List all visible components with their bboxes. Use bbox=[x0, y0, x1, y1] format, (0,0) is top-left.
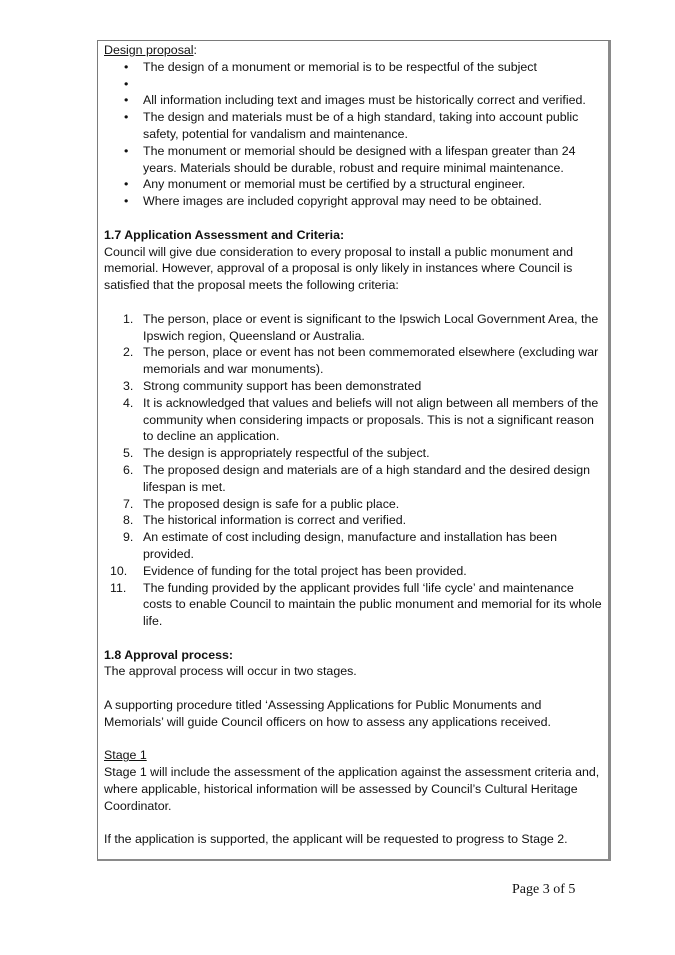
list-item: 6. The proposed design and materials are of a high standard and the desired design lifespan is met. bbox=[123, 462, 591, 494]
bullet-icon: • bbox=[124, 194, 129, 209]
stage-2-progress-text: If the application is supported, the applicant will be requested to progress to Stage 2. bbox=[104, 832, 568, 847]
bullet-icon: • bbox=[124, 110, 129, 125]
stage-1-heading: Stage 1 bbox=[104, 748, 147, 763]
bullet-icon: • bbox=[124, 59, 129, 74]
list-item: 7. The proposed design is safe for a public place. bbox=[123, 496, 400, 511]
stage-1-text: Stage 1 will include the assessment of the application against the assessment criteria and, where applicable, historical information will be assessed by Council’s Cultural Heritage Coordinator. bbox=[104, 765, 600, 813]
document-content-box bbox=[97, 40, 611, 861]
list-item: 3. Strong community support has been demonstrated bbox=[123, 378, 422, 393]
list-item: • Where images are included copyright approval may need to be obtained. bbox=[124, 194, 542, 209]
supporting-procedure-text: A supporting procedure titled ‘Assessing Applications for Public Monuments and Memorials’ will guide Council officers on how to assess any applications received. bbox=[104, 698, 551, 729]
criteria-list bbox=[104, 311, 604, 630]
list-item: 8. The historical information is correct and verified. bbox=[123, 513, 407, 528]
section-1-7-intro: Council will give due consideration to every proposal to install a public monument and memorial. However, approval of a proposal is only likely in instances where Council is satisfied that the proposal meets the following criteria: bbox=[104, 244, 574, 293]
list-item: 5. The design is appropriately respectful of the subject. bbox=[123, 446, 430, 461]
bullet-icon: • bbox=[124, 177, 129, 192]
list-item: 9. An estimate of cost including design, manufacture and installation has been provided. bbox=[123, 530, 557, 561]
list-item: • The design and materials must be of a high standard, taking into account public safety, potential for vandalism and maintenance. bbox=[124, 110, 579, 141]
list-item: • Any monument or memorial must be certified by a structural engineer. bbox=[124, 177, 526, 192]
approval-intro: The approval process will occur in two stages. bbox=[104, 664, 357, 679]
bullet-icon: • bbox=[124, 143, 129, 158]
bullet-icon: • bbox=[124, 76, 129, 91]
list-item: 11. The funding provided by the applicant provides full ‘life cycle’ and maintenance costs to enable Council to maintain the public monument and memorial for its whole life. bbox=[110, 580, 602, 629]
list-item: 4. It is acknowledged that values and beliefs will not align between all members of the community when considering impacts or proposals. This is not a significant reason to decline an application. bbox=[123, 395, 599, 444]
list-item: 1. The person, place or event is significant to the Ipswich Local Government Area, the Ipswich region, Queensland or Australia. bbox=[123, 311, 599, 343]
section-1-8-heading: 1.8 Approval process: bbox=[104, 647, 234, 662]
bullet-icon: • bbox=[124, 93, 129, 108]
list-item: • The design of a monument or memorial is to be respectful of the subject bbox=[124, 59, 537, 74]
page-number: Page 3 of 5 bbox=[512, 882, 576, 897]
list-item: • The monument or memorial should be designed with a lifespan greater than 24 years. Materials should be durable, robust and require minimal maintenance. bbox=[124, 143, 576, 175]
design-proposal-list bbox=[104, 59, 604, 210]
section-1-7-heading: 1.7 Application Assessment and Criteria: bbox=[104, 227, 345, 242]
list-item: 10. Evidence of funding for the total project has been provided. bbox=[110, 563, 467, 578]
list-item bbox=[104, 76, 604, 93]
design-proposal-heading: Design proposal: bbox=[104, 43, 197, 57]
list-item: 2. The person, place or event has not been commemorated elsewhere (excluding war memorials and war monuments). bbox=[123, 345, 599, 377]
list-item: • All information including text and images must be historically correct and verified. bbox=[124, 93, 586, 108]
